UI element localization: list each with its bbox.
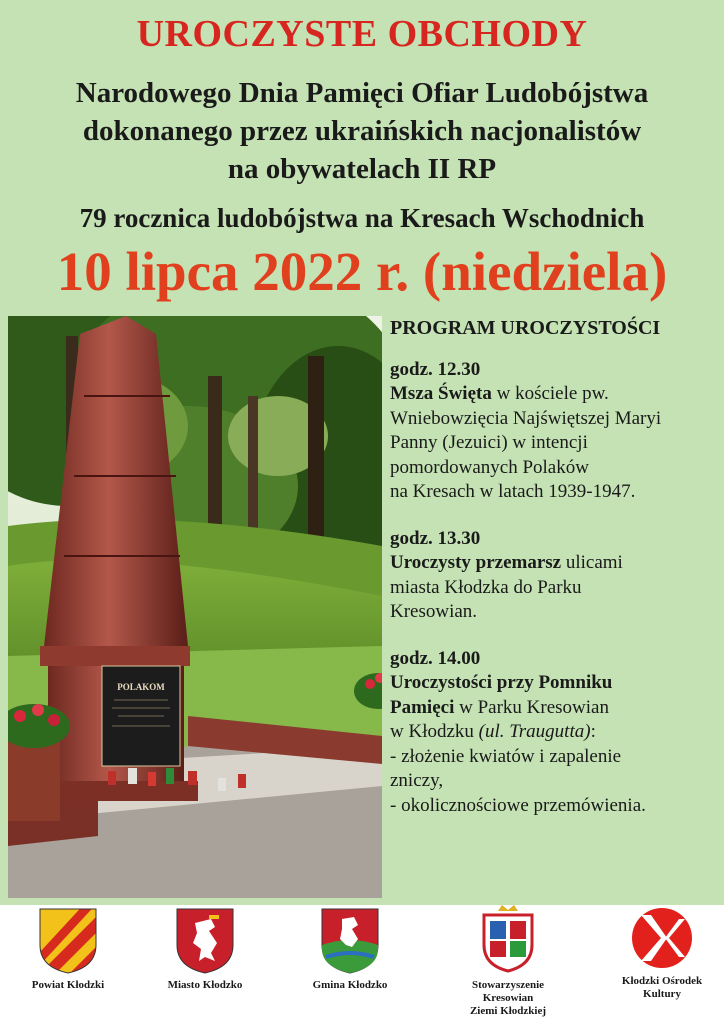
program-line: - złożenie kwiatów i zapalenie: [390, 745, 622, 767]
logo-miasto: [155, 905, 255, 992]
plaque-text: POLAKOM: [117, 682, 165, 692]
poster-title: UROCZYSTE OBCHODY: [136, 13, 588, 55]
program-time: godz. 12.30: [390, 358, 481, 380]
program-line: [390, 696, 720, 721]
program-time: godz. 13.30: [390, 527, 481, 549]
anniversary-line: 79 rocznica ludobójstwa na Kresach Wschodnich: [79, 203, 645, 233]
poster-subtitle: [0, 74, 724, 188]
logo-caption: Powiat Kłodzki: [31, 979, 105, 991]
program-line: - okolicznościowe przemówienia.: [390, 794, 646, 816]
program-panel: [390, 316, 720, 840]
subtitle-line-3: na obywatelach II RP: [227, 153, 497, 185]
program-time: godz. 14.00: [390, 647, 481, 669]
program-item-title: Pamięci: [390, 696, 455, 718]
caption-line: Kresowian: [482, 992, 534, 1004]
program-line: Panny (Jezuici) w intencji: [390, 432, 588, 453]
program-item: [390, 647, 720, 819]
program-item-title: Uroczysty przemarsz: [390, 552, 562, 573]
subtitle-line-1: Narodowego Dnia Pamięci Ofiar Ludobójstwa: [75, 77, 649, 109]
logo-caption: [448, 979, 568, 1018]
logo-caption: Gmina Kłodzko: [312, 979, 388, 991]
monument-photo: [8, 316, 382, 898]
logo-caption: [608, 975, 716, 1001]
program-text: ulicami: [561, 552, 623, 573]
program-item: [390, 527, 720, 625]
caption-line: Kultury: [643, 988, 681, 1000]
program-line: miasta Kłodzka do Parku: [390, 576, 582, 598]
program-line: [390, 720, 720, 745]
program-heading: PROGRAM UROCZYSTOŚCI: [390, 317, 661, 339]
caption-line: Ziemi Kłodzkiej: [469, 1005, 547, 1017]
logo-powiat: [18, 905, 118, 992]
program-line: [390, 551, 720, 576]
logo-caption: Miasto Kłodzko: [167, 979, 243, 991]
logo-culture-center: [608, 905, 716, 1001]
miasto-coat-of-arms-icon: [175, 905, 235, 975]
program-line: na Kresach w latach 1939-1947.: [390, 481, 636, 502]
culture-center-logo-icon: [629, 905, 695, 971]
event-date: 10 lipca 2022 r. (niedziela): [56, 241, 668, 302]
association-coat-of-arms-icon: [478, 905, 538, 975]
program-item: [390, 358, 720, 505]
program-line: Kresowian.: [390, 601, 478, 622]
program-address: (ul. Traugutta): [478, 721, 591, 742]
program-item-title: Msza Święta: [390, 383, 492, 404]
subtitle-line-2: dokonanego przez ukraińskich nacjonalistów: [82, 115, 642, 147]
program-text: w Parku Kresowian: [454, 696, 609, 718]
program-text: w kościele pw.: [491, 383, 609, 404]
program-text: :: [590, 721, 596, 742]
caption-line: Stowarzyszenie: [471, 979, 545, 991]
caption-line: Kłodzki Ośrodek: [621, 975, 703, 987]
sponsor-logos: [0, 905, 724, 1024]
logo-gmina: [300, 905, 400, 992]
program-line: zniczy,: [390, 770, 444, 791]
powiat-coat-of-arms-icon: [38, 905, 98, 975]
program-item-title: Uroczystości przy Pomniku: [390, 672, 613, 693]
gmina-coat-of-arms-icon: [320, 905, 380, 975]
logo-association: [448, 905, 568, 1018]
program-line: Wniebowzięcia Najświętszej Maryi: [390, 407, 662, 429]
program-line: [390, 382, 720, 407]
program-line: [390, 671, 720, 696]
program-text: w Kłodzku: [390, 721, 479, 742]
program-line: pomordowanych Polaków: [390, 456, 589, 478]
